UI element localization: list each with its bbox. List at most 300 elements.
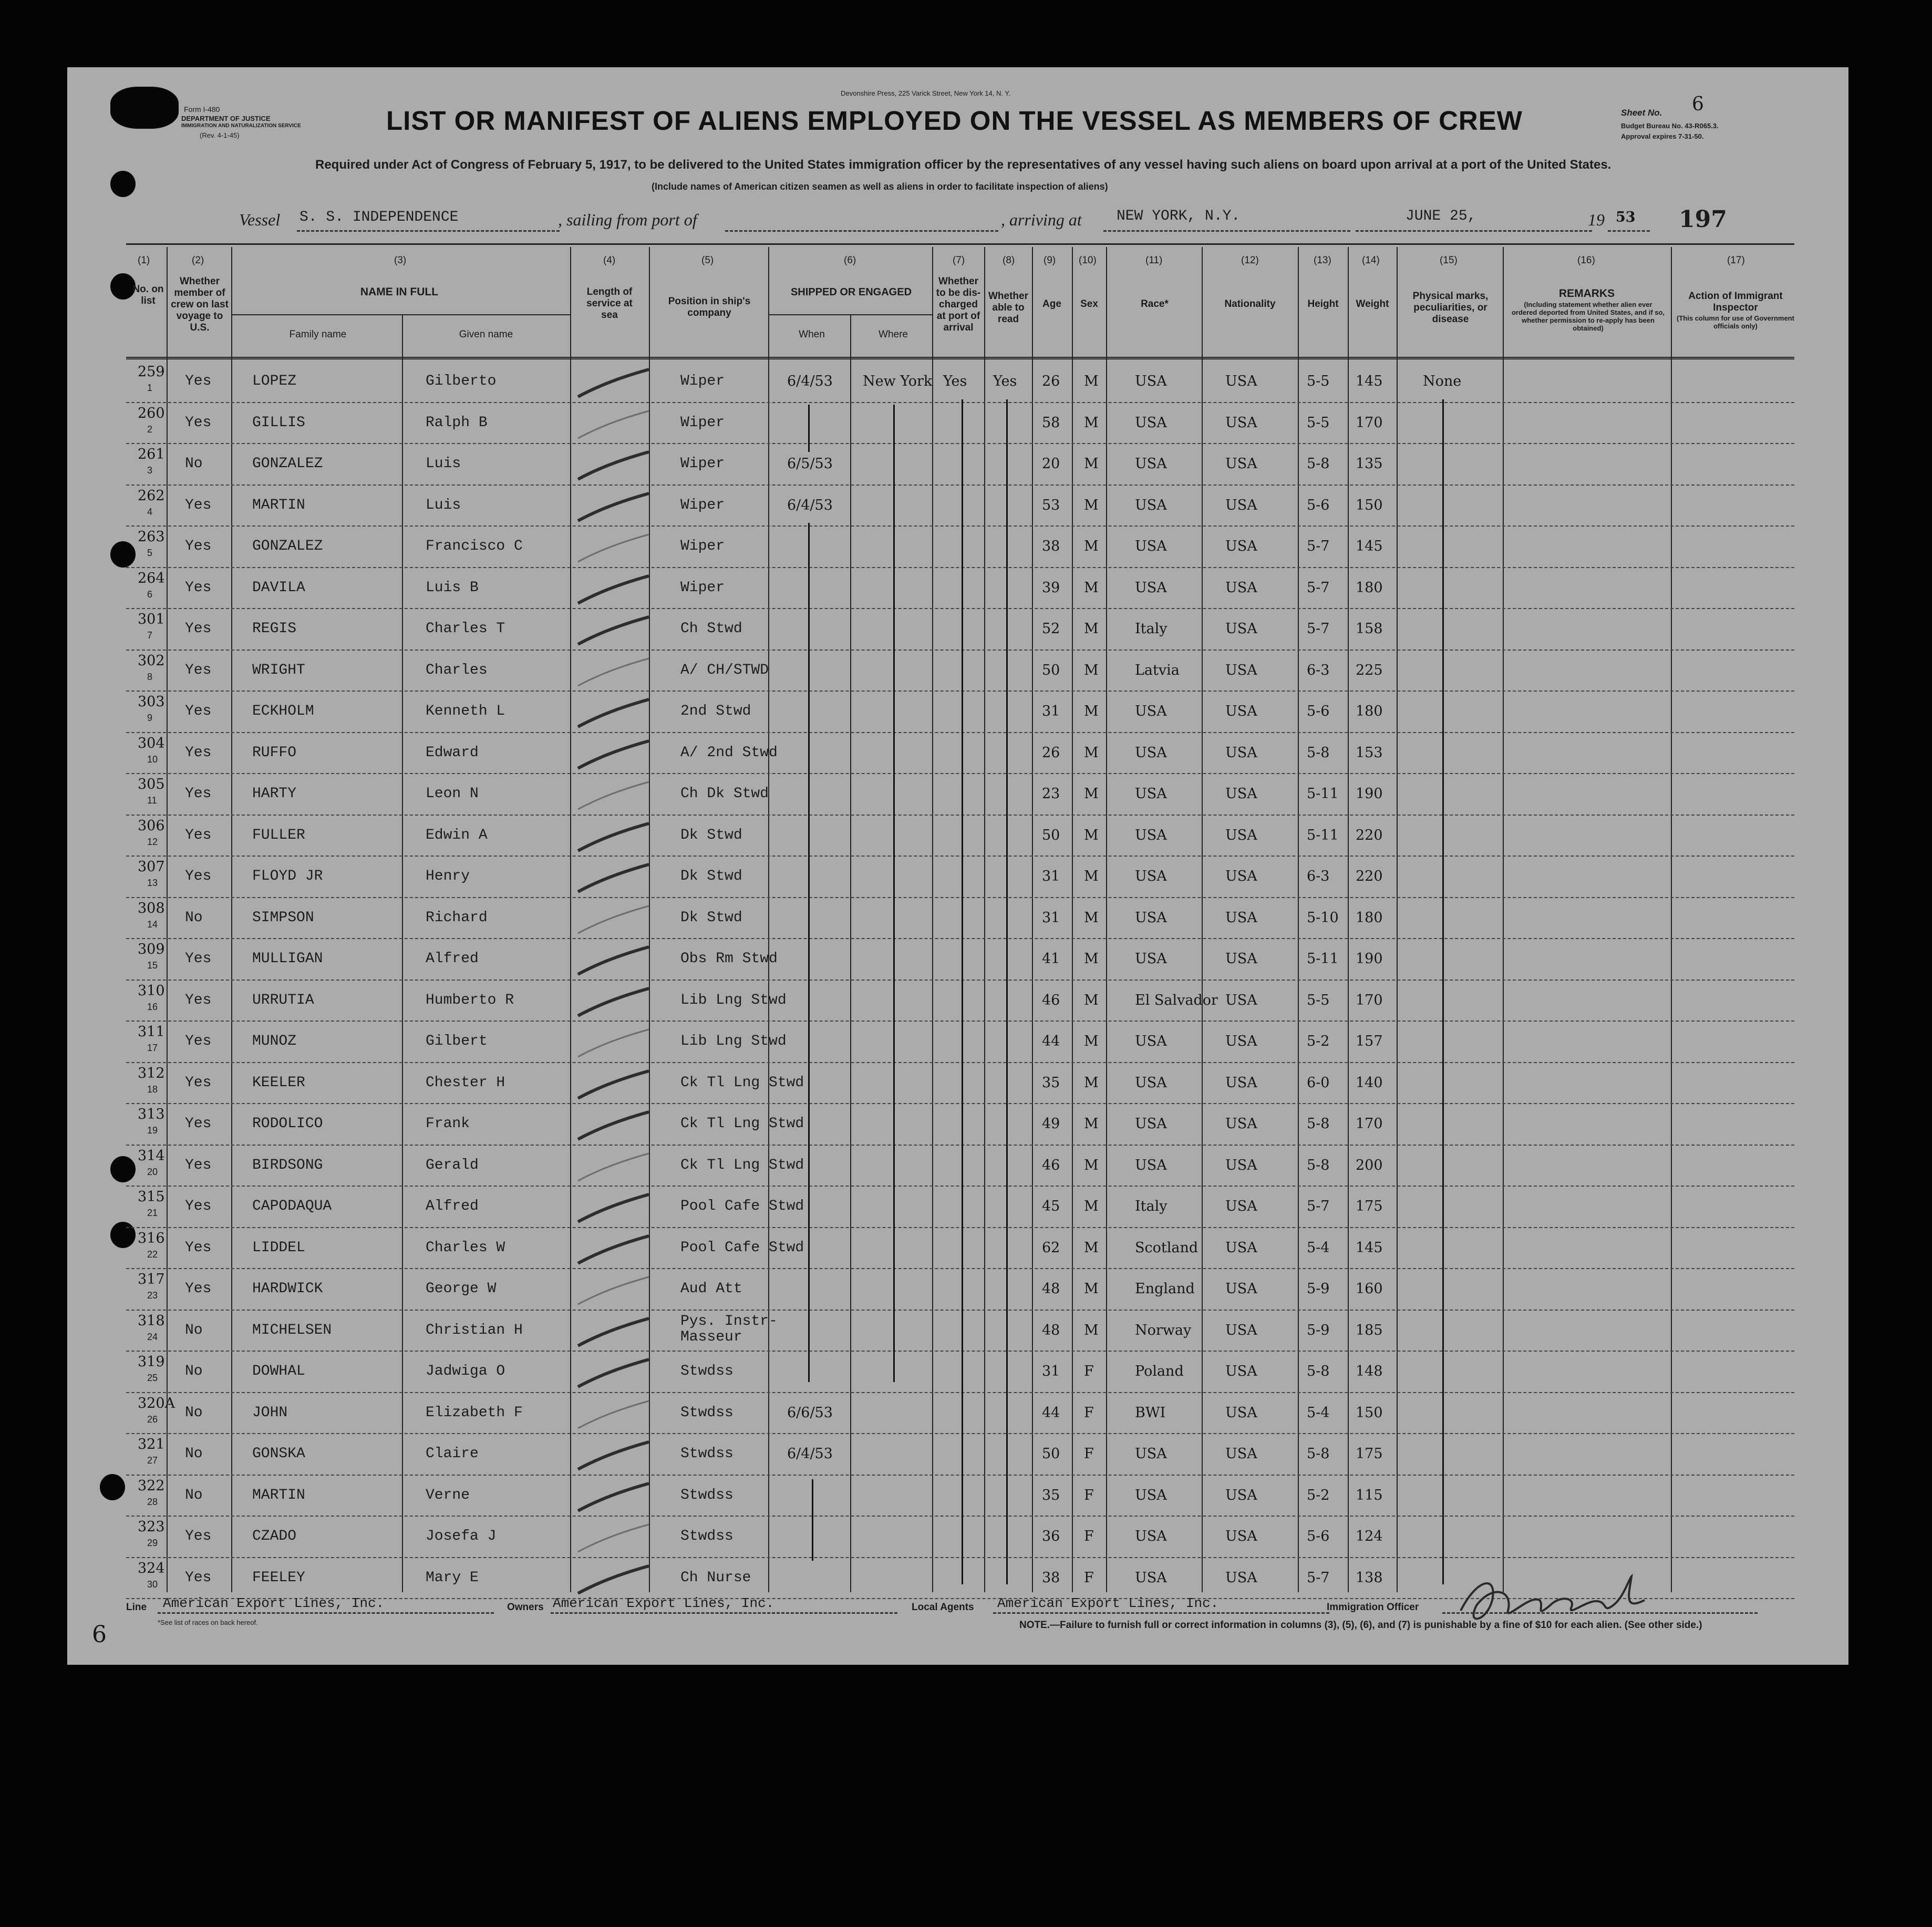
approval-line: Approval expires 7-31-50. xyxy=(1621,132,1704,140)
row-age: 41 xyxy=(1042,951,1060,967)
col-label-able-to-read: Whether able to read xyxy=(988,291,1028,325)
footer-owners-value: American Export Lines, Inc. xyxy=(553,1595,774,1611)
row-shipped-when: 6/6/53 xyxy=(787,1404,833,1421)
row-height: 5-11 xyxy=(1307,951,1339,967)
row-family-name: GONZALEZ xyxy=(252,538,323,554)
row-given-name: Charles W xyxy=(426,1239,505,1256)
row-divider xyxy=(126,1021,1794,1022)
row-race: BWI xyxy=(1135,1404,1166,1421)
col-label-last-voyage: Whether member of crew on last voyage to U.S. xyxy=(171,276,229,333)
length-of-service-pencil-mark xyxy=(575,530,654,567)
row-race: USA xyxy=(1135,827,1167,843)
row-race: England xyxy=(1135,1281,1195,1297)
row-sex: M xyxy=(1084,414,1099,431)
row-last-voyage: Yes xyxy=(185,497,212,513)
row-family-name: REGIS xyxy=(252,621,297,637)
row-divider xyxy=(126,897,1794,898)
length-of-service-pencil-mark xyxy=(575,572,654,609)
row-list-number: 306 xyxy=(138,817,165,834)
row-last-voyage: No xyxy=(185,909,203,926)
row-last-voyage: Yes xyxy=(185,538,212,554)
row-position: Lib Lng Stwd xyxy=(680,992,787,1008)
col-num-12: (12) xyxy=(1241,255,1259,266)
row-nationality: USA xyxy=(1225,1322,1257,1338)
length-of-service-pencil-mark xyxy=(575,407,654,444)
row-sex: F xyxy=(1084,1446,1094,1462)
arriving-label: , arriving at xyxy=(1001,210,1082,229)
row-height: 5-10 xyxy=(1307,909,1339,926)
row-sex: M xyxy=(1084,1281,1099,1297)
row-weight: 225 xyxy=(1356,662,1383,678)
row-height: 5-7 xyxy=(1307,538,1330,554)
row-family-name: RUFFO xyxy=(252,744,297,761)
col-label-when: When xyxy=(799,329,825,340)
row-index: 2 xyxy=(147,424,153,435)
row-list-number: 311 xyxy=(138,1024,165,1040)
sheet-label: Sheet No. xyxy=(1621,108,1662,118)
punch-hole xyxy=(110,171,136,197)
row-divider xyxy=(126,856,1794,857)
row-last-voyage: Yes xyxy=(185,951,212,967)
row-divider xyxy=(126,1062,1794,1063)
row-height: 5-6 xyxy=(1307,497,1330,513)
col-label-physical-marks: Physical marks, peculiarities, or disease xyxy=(1412,291,1489,325)
row-race: USA xyxy=(1135,373,1167,389)
ditto-line xyxy=(812,1479,813,1561)
row-last-voyage: Yes xyxy=(185,1528,212,1544)
row-race: USA xyxy=(1135,868,1167,884)
row-index: 10 xyxy=(147,754,158,765)
row-index: 9 xyxy=(147,713,153,723)
row-sex: M xyxy=(1084,1198,1099,1214)
row-index: 30 xyxy=(147,1579,158,1590)
length-of-service-pencil-mark xyxy=(575,1520,654,1557)
length-of-service-pencil-mark xyxy=(575,1562,654,1599)
length-of-service-pencil-mark xyxy=(575,1273,654,1310)
row-shipped-when: 6/4/53 xyxy=(787,1446,833,1462)
row-race: USA xyxy=(1135,538,1167,554)
row-height: 6-0 xyxy=(1307,1074,1330,1091)
length-of-service-pencil-mark xyxy=(575,943,654,980)
row-last-voyage: Yes xyxy=(185,1033,212,1049)
length-of-service-pencil-mark xyxy=(575,1397,654,1434)
row-index: 6 xyxy=(147,589,153,600)
row-weight: 200 xyxy=(1356,1157,1383,1173)
row-physical-marks: None xyxy=(1423,373,1462,389)
row-height: 6-3 xyxy=(1307,868,1330,884)
col-label-remarks-note: (Including statement whether alien ever ordered deported from United States, and if so, whether permission to re-apply has been obtained) xyxy=(1511,301,1665,332)
col-num-6: (6) xyxy=(844,255,856,266)
row-weight: 170 xyxy=(1356,414,1383,431)
length-of-service-pencil-mark xyxy=(575,737,654,774)
row-weight: 175 xyxy=(1356,1198,1383,1214)
row-weight: 180 xyxy=(1356,909,1383,926)
row-race: Norway xyxy=(1135,1322,1192,1338)
row-given-name: Charles xyxy=(426,662,488,678)
row-sex: M xyxy=(1084,662,1099,678)
row-position: Dk Stwd xyxy=(680,827,742,843)
row-nationality: USA xyxy=(1225,373,1257,389)
row-list-number: 320A xyxy=(138,1395,175,1411)
col-num-10: (10) xyxy=(1079,255,1097,266)
col-num-5: (5) xyxy=(701,255,714,266)
row-given-name: Gilberto xyxy=(426,373,497,389)
row-index: 8 xyxy=(147,671,153,682)
row-race: USA xyxy=(1135,579,1167,596)
row-race: El Salvador xyxy=(1135,992,1218,1008)
row-given-name: Luis xyxy=(426,456,461,472)
ditto-line xyxy=(808,523,810,1382)
footer-line-value: American Export Lines, Inc. xyxy=(163,1595,385,1611)
col-num-15: (15) xyxy=(1440,255,1458,266)
col-label-name-in-full: NAME IN FULL xyxy=(360,286,439,298)
ditto-line xyxy=(962,399,963,1584)
footer-races-note: *See list of races on back hereof. xyxy=(158,1619,258,1626)
row-given-name: Gilbert xyxy=(426,1033,488,1049)
col-label-position: Position in ship's company xyxy=(668,296,751,318)
row-divider xyxy=(126,1310,1794,1311)
row-age: 26 xyxy=(1042,744,1060,761)
row-given-name: Charles T xyxy=(426,621,505,637)
row-height: 6-3 xyxy=(1307,662,1330,678)
row-race: USA xyxy=(1135,744,1167,761)
row-weight: 170 xyxy=(1356,1116,1383,1132)
footer-agents-value: American Export Lines, Inc. xyxy=(997,1595,1219,1611)
row-last-voyage: Yes xyxy=(185,621,212,637)
row-nationality: USA xyxy=(1225,1528,1257,1544)
row-index: 28 xyxy=(147,1496,158,1507)
row-last-voyage: Yes xyxy=(185,414,212,431)
row-height: 5-6 xyxy=(1307,1528,1330,1544)
row-family-name: ECKHOLM xyxy=(252,703,314,719)
row-last-voyage: Yes xyxy=(185,992,212,1008)
row-weight: 160 xyxy=(1356,1281,1383,1297)
row-position: Obs Rm Stwd xyxy=(680,951,778,967)
row-race: USA xyxy=(1135,786,1167,802)
row-nationality: USA xyxy=(1225,827,1257,843)
row-position: Pool Cafe Stwd xyxy=(680,1198,804,1214)
row-divider xyxy=(126,1227,1794,1228)
length-of-service-pencil-mark xyxy=(575,778,654,815)
row-last-voyage: Yes xyxy=(185,662,212,678)
row-divider xyxy=(126,732,1794,733)
row-index: 20 xyxy=(147,1166,158,1177)
row-position: Lib Lng Stwd xyxy=(680,1033,787,1049)
col-num-9: (9) xyxy=(1044,255,1056,266)
col-num-3: (3) xyxy=(394,255,407,266)
row-family-name: SIMPSON xyxy=(252,909,314,926)
row-age: 50 xyxy=(1042,662,1060,678)
form-title: LIST OR MANIFEST OF ALIENS EMPLOYED ON THE VESSEL AS MEMBERS OF CREW xyxy=(386,106,1523,136)
col-num-16: (16) xyxy=(1577,255,1595,266)
row-height: 5-5 xyxy=(1307,373,1330,389)
row-divider xyxy=(126,443,1794,444)
col-num-14: (14) xyxy=(1362,255,1380,266)
row-last-voyage: Yes xyxy=(185,744,212,761)
row-last-voyage: No xyxy=(185,1322,203,1338)
row-sex: M xyxy=(1084,951,1099,967)
row-position: Wiper xyxy=(680,579,725,596)
row-age: 23 xyxy=(1042,786,1060,802)
row-race: Italy xyxy=(1135,1198,1168,1214)
row-given-name: Luis xyxy=(426,497,461,513)
row-divider xyxy=(126,485,1794,486)
footer-agents-label: Local Agents xyxy=(912,1602,974,1613)
length-of-service-pencil-mark xyxy=(575,695,654,732)
row-age: 50 xyxy=(1042,1446,1060,1462)
row-sex: M xyxy=(1084,538,1099,554)
row-index: 27 xyxy=(147,1455,158,1466)
year-suffix: 53 xyxy=(1616,209,1636,225)
row-last-voyage: No xyxy=(185,456,203,472)
row-height: 5-7 xyxy=(1307,621,1330,637)
col-num-11: (11) xyxy=(1145,255,1163,266)
length-of-service-pencil-mark xyxy=(575,1232,654,1269)
row-divider xyxy=(126,1516,1794,1517)
row-race: USA xyxy=(1135,951,1167,967)
row-race: USA xyxy=(1135,1446,1167,1462)
row-divider xyxy=(126,567,1794,568)
year-prefix: 19 xyxy=(1588,210,1605,229)
length-of-service-pencil-mark xyxy=(575,1438,654,1475)
row-family-name: MULLIGAN xyxy=(252,951,323,967)
row-list-number: 309 xyxy=(138,941,165,957)
row-family-name: GILLIS xyxy=(252,414,305,431)
row-list-number: 308 xyxy=(138,900,165,916)
row-age: 48 xyxy=(1042,1281,1060,1297)
length-of-service-pencil-mark xyxy=(575,902,654,939)
row-weight: 190 xyxy=(1356,786,1383,802)
row-age: 58 xyxy=(1042,414,1060,431)
length-of-service-pencil-mark xyxy=(575,613,654,650)
length-of-service-pencil-mark xyxy=(575,1479,654,1516)
length-of-service-pencil-mark xyxy=(575,860,654,897)
row-index: 5 xyxy=(147,548,153,558)
row-weight: 124 xyxy=(1356,1528,1383,1544)
row-age: 38 xyxy=(1042,538,1060,554)
margin-mark: 6 xyxy=(92,1621,107,1648)
row-position: Wiper xyxy=(680,497,725,513)
row-family-name: FULLER xyxy=(252,827,305,843)
row-index: 29 xyxy=(147,1538,158,1548)
col-num-4: (4) xyxy=(603,255,616,266)
row-list-number: 262 xyxy=(138,487,165,504)
row-family-name: RODOLICO xyxy=(252,1116,323,1132)
row-sex: F xyxy=(1084,1404,1094,1421)
row-given-name: Alfred xyxy=(426,951,479,967)
row-family-name: DAVILA xyxy=(252,579,305,596)
row-nationality: USA xyxy=(1225,538,1257,554)
budget-line: Budget Bureau No. 43-R065.3. xyxy=(1621,122,1719,130)
length-of-service-pencil-mark xyxy=(575,489,654,526)
row-weight: 185 xyxy=(1356,1322,1383,1338)
row-list-number: 324 xyxy=(138,1560,165,1576)
row-weight: 153 xyxy=(1356,744,1383,761)
row-nationality: USA xyxy=(1225,662,1257,678)
row-family-name: MARTIN xyxy=(252,497,305,513)
row-divider xyxy=(126,650,1794,651)
col-num-7: (7) xyxy=(953,255,965,266)
row-index: 14 xyxy=(147,919,158,930)
row-height: 5-9 xyxy=(1307,1281,1330,1297)
row-race: USA xyxy=(1135,1033,1167,1049)
row-last-voyage: Yes xyxy=(185,1157,212,1173)
row-height: 5-7 xyxy=(1307,1198,1330,1214)
length-of-service-pencil-mark xyxy=(575,654,654,691)
col-num-8: (8) xyxy=(1003,255,1015,266)
row-sex: M xyxy=(1084,1033,1099,1049)
row-age: 62 xyxy=(1042,1239,1060,1256)
row-nationality: USA xyxy=(1225,1281,1257,1297)
row-divider xyxy=(126,1268,1794,1269)
row-family-name: BIRDSONG xyxy=(252,1157,323,1173)
row-index: 4 xyxy=(147,506,153,517)
col-label-nationality: Nationality xyxy=(1224,298,1276,310)
vessel-name: S. S. INDEPENDENCE xyxy=(299,209,459,225)
length-of-service-pencil-mark xyxy=(575,1355,654,1392)
row-height: 5-11 xyxy=(1307,827,1339,843)
row-age: 35 xyxy=(1042,1487,1060,1503)
row-family-name: LOPEZ xyxy=(252,373,297,389)
col-label-inspector-action: Action of Immigrant Inspector xyxy=(1688,291,1783,313)
row-last-voyage: No xyxy=(185,1487,203,1503)
row-family-name: HARDWICK xyxy=(252,1281,323,1297)
row-nationality: USA xyxy=(1225,909,1257,926)
footer-owners-label: Owners xyxy=(507,1602,544,1613)
row-nationality: USA xyxy=(1225,1569,1257,1586)
punch-hole xyxy=(110,273,136,300)
row-nationality: USA xyxy=(1225,1404,1257,1421)
row-family-name: LIDDEL xyxy=(252,1239,305,1256)
row-last-voyage: Yes xyxy=(185,1239,212,1256)
row-list-number: 312 xyxy=(138,1065,165,1081)
row-family-name: CZADO xyxy=(252,1528,297,1544)
row-index: 21 xyxy=(147,1208,158,1218)
row-height: 5-8 xyxy=(1307,1363,1330,1379)
col-label-inspector-note: (This column for use of Government officials only) xyxy=(1677,314,1794,330)
row-age: 31 xyxy=(1042,868,1060,884)
row-last-voyage: Yes xyxy=(185,1116,212,1132)
row-index: 23 xyxy=(147,1290,158,1301)
row-height: 5-5 xyxy=(1307,414,1330,431)
row-weight: 220 xyxy=(1356,827,1383,843)
row-position: Wiper xyxy=(680,414,725,431)
ditto-line xyxy=(893,405,895,1382)
row-sex: M xyxy=(1084,621,1099,637)
row-nationality: USA xyxy=(1225,621,1257,637)
row-nationality: USA xyxy=(1225,868,1257,884)
row-given-name: Alfred xyxy=(426,1198,479,1214)
row-list-number: 318 xyxy=(138,1312,165,1329)
row-weight: 145 xyxy=(1356,373,1383,389)
ditto-line xyxy=(808,405,810,452)
row-race: Scotland xyxy=(1135,1239,1199,1256)
row-position: Dk Stwd xyxy=(680,868,742,884)
row-index: 12 xyxy=(147,836,158,847)
col-num-13: (13) xyxy=(1314,255,1331,266)
row-list-number: 310 xyxy=(138,982,165,999)
row-nationality: USA xyxy=(1225,1074,1257,1091)
row-divider xyxy=(126,773,1794,774)
row-list-number: 314 xyxy=(138,1147,165,1164)
col-label-shipped-engaged: SHIPPED OR ENGAGED xyxy=(790,286,912,298)
row-index: 16 xyxy=(147,1001,158,1012)
length-of-service-pencil-mark xyxy=(575,1314,654,1351)
row-given-name: Edwin A xyxy=(426,827,488,843)
row-shipped-where: New York xyxy=(863,373,933,389)
row-family-name: MICHELSEN xyxy=(252,1322,332,1338)
row-nationality: USA xyxy=(1225,786,1257,802)
row-divider xyxy=(126,815,1794,816)
row-last-voyage: Yes xyxy=(185,373,212,389)
row-weight: 135 xyxy=(1356,456,1383,472)
row-nationality: USA xyxy=(1225,456,1257,472)
row-given-name: Ralph B xyxy=(426,414,488,431)
length-of-service-pencil-mark xyxy=(575,819,654,856)
row-given-name: Edward xyxy=(426,744,479,761)
row-age: 49 xyxy=(1042,1116,1060,1132)
row-last-voyage: Yes xyxy=(185,1074,212,1091)
row-list-number: 316 xyxy=(138,1230,165,1246)
row-position: A/ 2nd Stwd xyxy=(680,744,778,761)
row-given-name: Humberto R xyxy=(426,992,514,1008)
row-height: 5-4 xyxy=(1307,1239,1330,1256)
row-sex: F xyxy=(1084,1363,1094,1379)
row-age: 46 xyxy=(1042,992,1060,1008)
length-of-service-pencil-mark xyxy=(575,1149,654,1186)
length-of-service-pencil-mark xyxy=(575,448,654,485)
row-given-name: Luis B xyxy=(426,579,479,596)
row-race: Italy xyxy=(1135,621,1168,637)
row-given-name: Gerald xyxy=(426,1157,479,1173)
page-stamp: 197 xyxy=(1679,206,1727,233)
row-nationality: USA xyxy=(1225,703,1257,719)
form-rev: (Rev. 4-1-45) xyxy=(200,131,240,139)
row-given-name: Claire xyxy=(426,1446,479,1462)
row-race: USA xyxy=(1135,1074,1167,1091)
row-position: Wiper xyxy=(680,373,725,389)
row-race: Poland xyxy=(1135,1363,1184,1379)
row-nationality: USA xyxy=(1225,1116,1257,1132)
row-family-name: MUNOZ xyxy=(252,1033,297,1049)
row-index: 1 xyxy=(147,383,153,393)
row-height: 5-7 xyxy=(1307,579,1330,596)
row-nationality: USA xyxy=(1225,1363,1257,1379)
row-last-voyage: Yes xyxy=(185,703,212,719)
row-list-number: 259 xyxy=(138,364,165,380)
vessel-label: Vessel xyxy=(239,210,281,229)
row-given-name: Henry xyxy=(426,868,470,884)
ditto-line xyxy=(1442,399,1444,1584)
col-num-2: (2) xyxy=(192,255,204,266)
row-list-number: 305 xyxy=(138,776,165,792)
sailing-label: , sailing from port of xyxy=(558,210,697,229)
row-family-name: KEELER xyxy=(252,1074,305,1091)
row-weight: 157 xyxy=(1356,1033,1383,1049)
footer-line-label: Line xyxy=(126,1602,147,1613)
row-divider xyxy=(126,402,1794,403)
row-nationality: USA xyxy=(1225,1446,1257,1462)
row-nationality: USA xyxy=(1225,1239,1257,1256)
row-height: 5-7 xyxy=(1307,1569,1330,1586)
row-height: 5-2 xyxy=(1307,1033,1330,1049)
row-last-voyage: Yes xyxy=(185,1569,212,1586)
row-nationality: USA xyxy=(1225,744,1257,761)
row-family-name: FLOYD JR xyxy=(252,868,323,884)
row-weight: 150 xyxy=(1356,1404,1383,1421)
row-sex: M xyxy=(1084,703,1099,719)
form-number: Form I-480 xyxy=(184,105,220,114)
